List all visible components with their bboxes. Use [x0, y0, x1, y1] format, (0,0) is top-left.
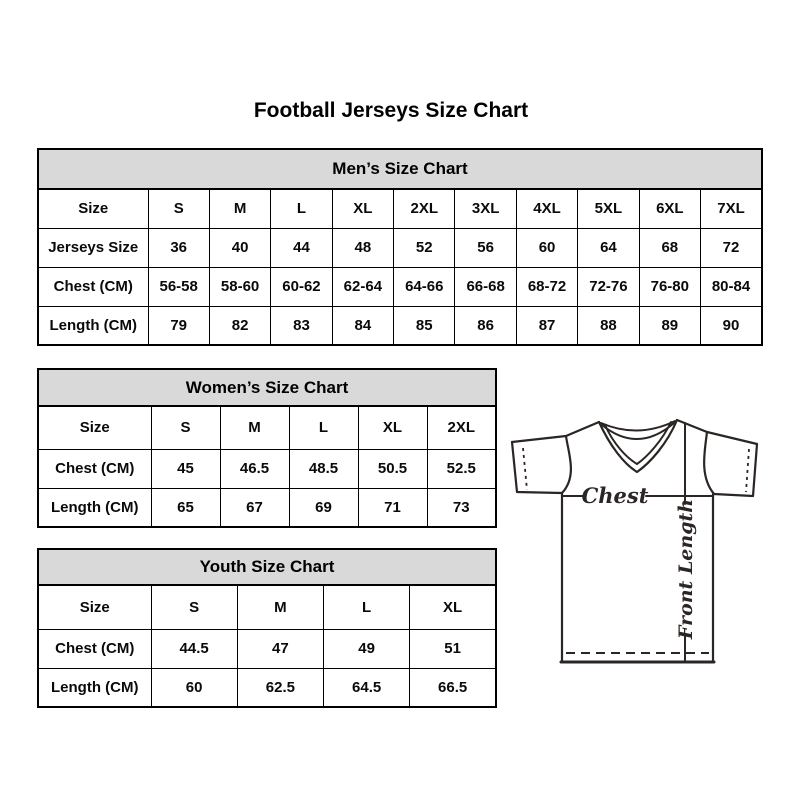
size-value-cell: 72 [701, 228, 762, 267]
front-length-label: Front Length [675, 498, 697, 640]
youth-table-title: Youth Size Chart [38, 549, 496, 585]
jersey-left-sleeve [512, 442, 562, 493]
size-value-cell: 71 [358, 488, 427, 527]
size-value-cell: 60 [516, 228, 577, 267]
size-value-cell: 72-76 [578, 267, 639, 306]
jersey-right-cuff-stitch [746, 449, 749, 492]
size-value-cell: 83 [271, 306, 332, 345]
size-value-cell: XL [332, 189, 393, 228]
youth-table-header-row [38, 549, 496, 585]
size-value-cell: 49 [324, 629, 410, 668]
size-value-cell: 68 [639, 228, 700, 267]
table-row [38, 629, 496, 668]
row-label: Chest (CM) [38, 267, 148, 306]
row-label: Size [38, 406, 151, 449]
mens-size-chart-table [37, 148, 763, 346]
size-value-cell: 48 [332, 228, 393, 267]
row-label: Jerseys Size [38, 228, 148, 267]
size-value-cell: 52 [394, 228, 455, 267]
table-row [38, 449, 496, 488]
size-value-cell: 40 [209, 228, 270, 267]
size-value-cell: 2XL [394, 189, 455, 228]
size-value-cell: 44 [271, 228, 332, 267]
size-value-cell: 73 [427, 488, 496, 527]
size-value-cell: 7XL [701, 189, 762, 228]
row-label: Length (CM) [38, 306, 148, 345]
size-value-cell: S [148, 189, 209, 228]
table-row [38, 228, 762, 267]
size-value-cell: M [220, 406, 289, 449]
jersey-right-armhole-seam [704, 432, 714, 494]
jersey-right-sleeve [714, 444, 757, 496]
size-value-cell: 5XL [578, 189, 639, 228]
womens-size-chart-table [37, 368, 497, 528]
size-value-cell: L [324, 585, 410, 629]
row-label: Length (CM) [38, 668, 151, 707]
size-value-cell: 48.5 [289, 449, 358, 488]
size-value-cell: 90 [701, 306, 762, 345]
mens-table-header-row [38, 149, 762, 189]
size-value-cell: 88 [578, 306, 639, 345]
row-label: Chest (CM) [38, 629, 151, 668]
size-value-cell: 58-60 [209, 267, 270, 306]
size-value-cell: 86 [455, 306, 516, 345]
size-value-cell: 80-84 [701, 267, 762, 306]
mens-table-title: Men’s Size Chart [38, 149, 762, 189]
size-value-cell: 64.5 [324, 668, 410, 707]
size-value-cell: 89 [639, 306, 700, 345]
size-value-cell: 66.5 [410, 668, 496, 707]
size-value-cell: 44.5 [151, 629, 237, 668]
size-value-cell: 84 [332, 306, 393, 345]
size-value-cell: 51 [410, 629, 496, 668]
youth-size-chart-table [37, 548, 497, 708]
size-value-cell: 60 [151, 668, 237, 707]
row-label: Length (CM) [38, 488, 151, 527]
size-value-cell: 60-62 [271, 267, 332, 306]
size-value-cell: 66-68 [455, 267, 516, 306]
size-value-cell: 67 [220, 488, 289, 527]
jersey-left-shoulder-line [512, 422, 599, 442]
size-value-cell: XL [410, 585, 496, 629]
size-value-cell: 64 [578, 228, 639, 267]
size-value-cell: 50.5 [358, 449, 427, 488]
size-value-cell: 56-58 [148, 267, 209, 306]
jersey-right-shoulder-line [677, 420, 757, 444]
row-label: Size [38, 585, 151, 629]
jersey-left-armhole-seam [562, 436, 571, 493]
womens-table-header-row [38, 369, 496, 406]
size-value-cell: 52.5 [427, 449, 496, 488]
jersey-left-cuff-stitch [523, 448, 527, 490]
size-value-cell: 47 [237, 629, 323, 668]
size-value-cell: 6XL [639, 189, 700, 228]
size-value-cell: 45 [151, 449, 220, 488]
row-label: Chest (CM) [38, 449, 151, 488]
size-value-cell: L [289, 406, 358, 449]
size-value-cell: S [151, 585, 237, 629]
page-title: Football Jerseys Size Chart [253, 99, 529, 122]
table-row [38, 585, 496, 629]
size-value-cell: L [271, 189, 332, 228]
chest-label: Chest [581, 483, 649, 508]
size-value-cell: 65 [151, 488, 220, 527]
size-value-cell: M [237, 585, 323, 629]
size-value-cell: 85 [394, 306, 455, 345]
size-value-cell: S [151, 406, 220, 449]
size-value-cell: 46.5 [220, 449, 289, 488]
table-row [38, 306, 762, 345]
jersey-measurement-diagram [503, 406, 777, 674]
size-value-cell: 62-64 [332, 267, 393, 306]
size-value-cell: 64-66 [394, 267, 455, 306]
table-row [38, 488, 496, 527]
table-row [38, 267, 762, 306]
table-row [38, 189, 762, 228]
size-value-cell: 69 [289, 488, 358, 527]
size-value-cell: 4XL [516, 189, 577, 228]
size-value-cell: 82 [209, 306, 270, 345]
size-value-cell: XL [358, 406, 427, 449]
size-value-cell: M [209, 189, 270, 228]
size-value-cell: 87 [516, 306, 577, 345]
size-value-cell: 2XL [427, 406, 496, 449]
table-row [38, 668, 496, 707]
row-label: Size [38, 189, 148, 228]
size-value-cell: 68-72 [516, 267, 577, 306]
size-value-cell: 56 [455, 228, 516, 267]
jersey-collar-back-arc-1 [601, 421, 675, 431]
size-value-cell: 36 [148, 228, 209, 267]
size-value-cell: 76-80 [639, 267, 700, 306]
size-value-cell: 62.5 [237, 668, 323, 707]
womens-table-title: Women’s Size Chart [38, 369, 496, 406]
table-row [38, 406, 496, 449]
size-value-cell: 3XL [455, 189, 516, 228]
size-value-cell: 79 [148, 306, 209, 345]
